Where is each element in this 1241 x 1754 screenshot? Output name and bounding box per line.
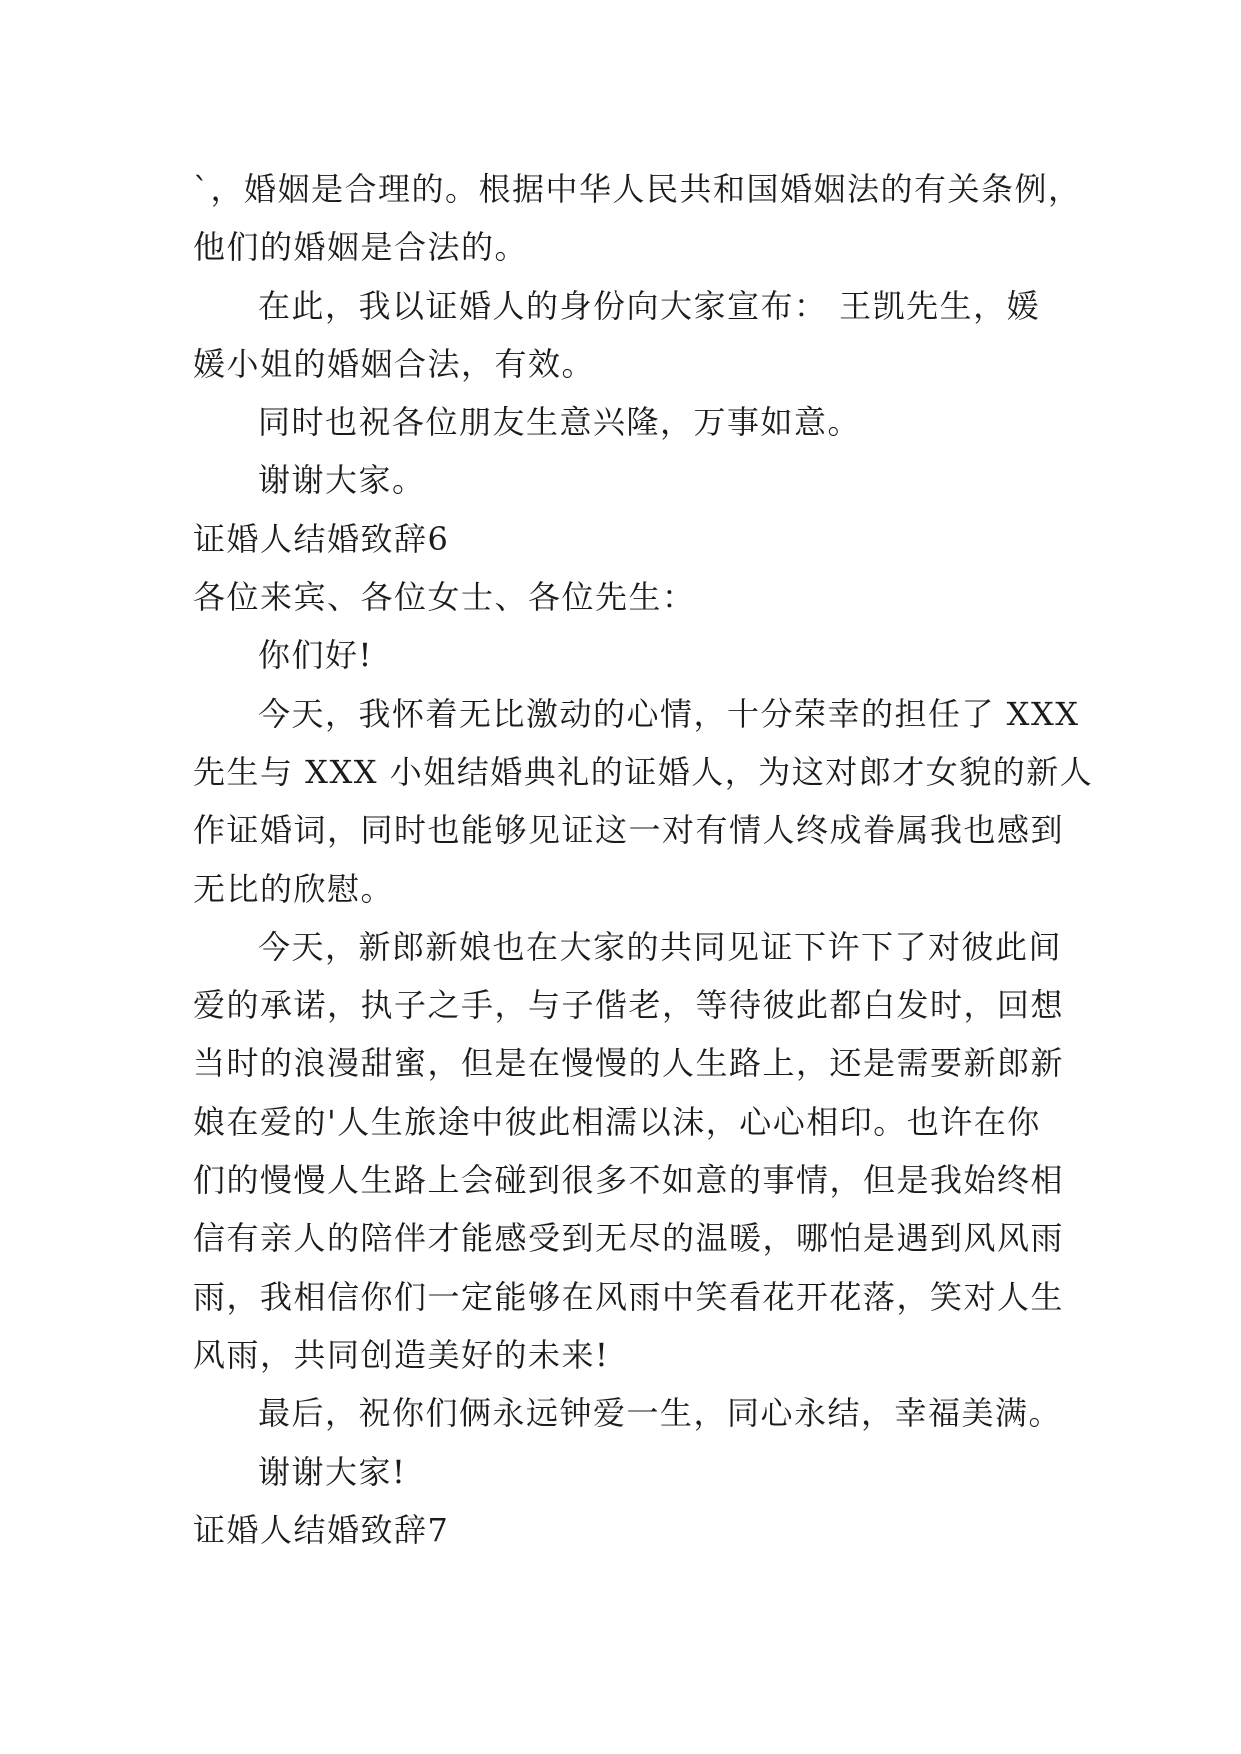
text-line: 最后，祝你们俩永远钟爱一生，同心永结，幸福美满。: [258, 1394, 1063, 1433]
text-line: 雨，我相信你们一定能够在风雨中笑看花开花落，笑对人生: [193, 1277, 1065, 1316]
text-line: 今天，我怀着无比激动的心情，十分荣幸的担任了 XXX: [258, 694, 1080, 733]
text-line: `，婚姻是合理的。根据中华人民共和国婚姻法的有关条例，: [193, 170, 1082, 208]
text-line: 谢谢大家。: [258, 461, 426, 500]
text-line: 们的慢慢人生路上会碰到很多不如意的事情，但是我始终相: [193, 1161, 1065, 1200]
document-body: [193, 160, 1093, 1559]
paragraph: [193, 685, 1093, 918]
section-heading: 证婚人结婚致辞7: [193, 1510, 450, 1549]
text-line: 今天，新郎新娘也在大家的共同见证下许下了对彼此间: [258, 927, 1063, 966]
text-line: 作证婚词，同时也能够见证这一对有情人终成眷属我也感到: [193, 811, 1065, 850]
paragraph: [193, 918, 1093, 1384]
text-line: 娘在爱的'人生旅途中彼此相濡以沫，心心相印。也许在你: [193, 1102, 1041, 1141]
text-line: 信有亲人的陪伴才能感受到无尽的温暖，哪怕是遇到风风雨: [193, 1219, 1065, 1258]
greeting: 你们好!: [258, 636, 373, 675]
text-line: 同时也祝各位朋友生意兴隆，万事如意。: [258, 403, 862, 442]
paragraph: [193, 1443, 1093, 1501]
paragraph: [193, 277, 1093, 394]
salutation: 各位来宾、各位女士、各位先生：: [193, 578, 696, 617]
text-line: 他们的婚姻是合法的。: [193, 228, 529, 267]
paragraph: [193, 1384, 1093, 1442]
paragraph: [193, 160, 1093, 277]
text-line: 无比的欣慰。: [193, 869, 395, 908]
paragraph: [193, 451, 1093, 509]
section-heading: 证婚人结婚致辞6: [193, 519, 450, 558]
text-line: 先生与 XXX 小姐结婚典礼的证婚人，为这对郎才女貌的新人: [193, 752, 1094, 791]
text-line: 谢谢大家!: [258, 1452, 407, 1491]
text-line: 在此，我以证婚人的身份向大家宣布： 王凯先生，媛: [258, 286, 1041, 325]
text-line: 当时的浪漫甜蜜，但是在慢慢的人生路上，还是需要新郎新: [193, 1044, 1065, 1083]
text-line: 媛小姐的婚姻合法，有效。: [193, 344, 596, 383]
text-line: 风雨，共同创造美好的未来!: [193, 1335, 610, 1374]
text-line: 爱的承诺，执子之手，与子偕老，等待彼此都白发时，回想: [193, 986, 1065, 1025]
paragraph: [193, 393, 1093, 451]
